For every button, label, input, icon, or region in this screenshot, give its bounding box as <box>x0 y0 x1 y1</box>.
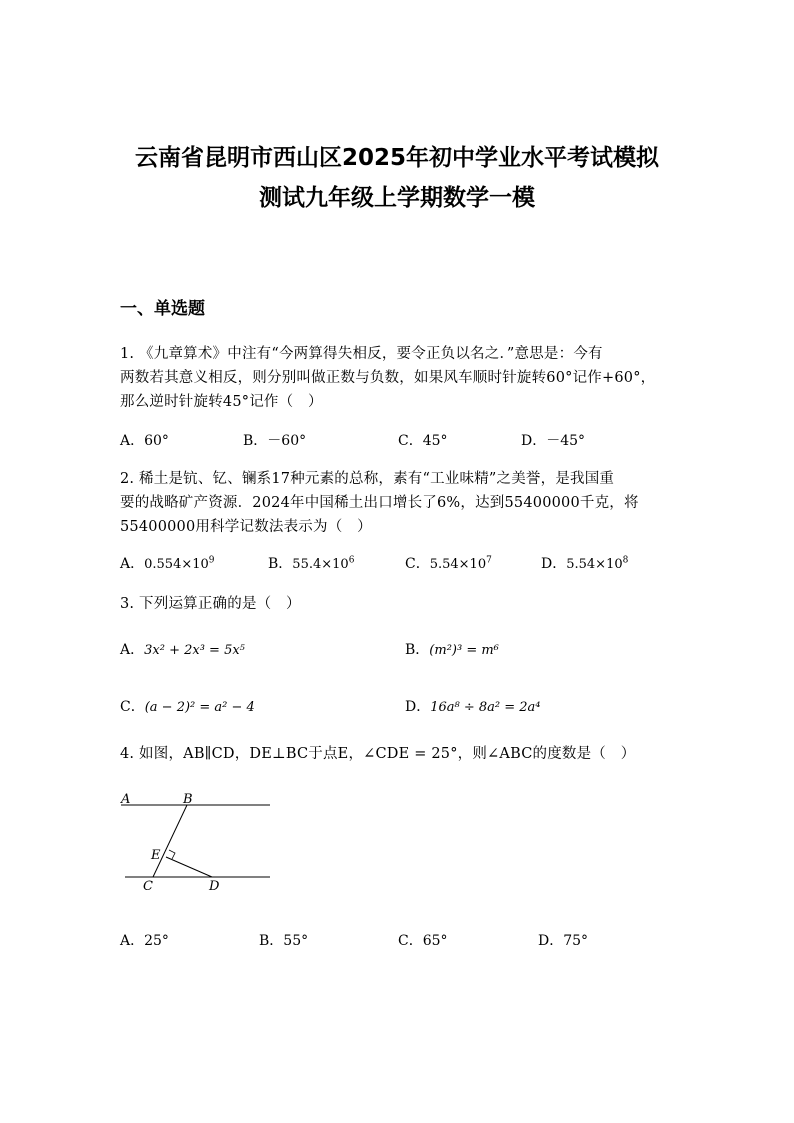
q3-option-c[interactable] <box>120 696 255 716</box>
q4-stem: 4. 如图，AB∥CD，DE⊥BC于点E，∠CDE = 25°，则∠ABC的度数是（ ） <box>120 746 636 762</box>
q2-option-c-exp: 7 <box>486 555 492 566</box>
q2-option-a[interactable] <box>120 553 215 573</box>
exam-title-line2: 测试九年级上学期数学一模 <box>259 185 535 211</box>
q2-option-a-exp: 9 <box>208 555 215 566</box>
q2-line2: 要的战略矿产资源．2024年中国稀土出口增长了6%，达到55400000千克，将 <box>120 495 639 511</box>
q2-option-b-base: 55.4×10 <box>292 557 349 572</box>
q1-line3: 那么逆时针旋转45°记作（ ） <box>120 394 323 410</box>
q4-geometry-figure <box>115 788 275 894</box>
q1-option-d[interactable]: D．－45° <box>521 433 586 449</box>
q1-option-b[interactable]: B．－60° <box>243 433 307 449</box>
q1-line1: 1. 《九章算术》中注有“今两算得失相反，要令正负以名之．”意思是：今有 <box>120 346 603 362</box>
q3-option-b-label: B． <box>405 642 430 658</box>
q3-option-d-expr: 16a⁸ ÷ 8a² = 2a⁴ <box>430 700 541 715</box>
q2-option-c[interactable] <box>405 553 492 573</box>
q4-option-c[interactable]: C．65° <box>398 933 448 949</box>
q2-line3: 55400000用科学记数法表示为（ ） <box>120 519 372 535</box>
q2-option-b-label: B． <box>268 556 293 572</box>
exam-title-line1: 云南省昆明市西山区2025年初中学业水平考试模拟 <box>134 145 659 171</box>
q2-option-c-base: 5.54×10 <box>429 557 487 572</box>
q3-stem: 3. 下列运算正确的是（ ） <box>120 596 301 612</box>
q2-option-d-exp: 8 <box>622 555 629 566</box>
segment-bc <box>153 805 187 877</box>
point-label-e: E <box>151 848 161 863</box>
q1-option-a[interactable]: A．60° <box>120 433 169 449</box>
q2-option-b[interactable] <box>268 553 354 573</box>
q2-line1: 2. 稀土是钪、钇、镧系17种元素的总称，素有“工业味精”之美誉，是我国重 <box>120 471 615 487</box>
q2-option-d[interactable] <box>541 553 628 573</box>
q2-option-a-label: A． <box>120 556 145 572</box>
q3-option-c-label: C． <box>120 699 145 715</box>
right-angle-mark <box>169 850 175 859</box>
q3-option-a-expr: 3x² + 2x³ = 5x⁵ <box>144 643 245 658</box>
q4-option-a[interactable]: A．25° <box>120 933 169 949</box>
q2-option-a-base: 0.554×10 <box>144 557 209 572</box>
point-label-d: D <box>209 879 220 894</box>
q3-option-b-expr: (m²)³ = m⁶ <box>429 643 499 658</box>
q2-option-d-base: 5.54×10 <box>566 557 623 572</box>
point-label-c: C <box>143 879 153 894</box>
q3-option-b[interactable] <box>405 639 499 659</box>
section-heading: 一、单选题 <box>120 299 205 319</box>
q4-option-d[interactable]: D．75° <box>538 933 589 949</box>
q2-option-d-label: D． <box>541 556 567 572</box>
segment-de <box>166 857 212 877</box>
q3-option-d[interactable] <box>405 696 541 716</box>
q3-option-c-expr: (a − 2)² = a² − 4 <box>144 700 255 715</box>
q3-option-d-label: D． <box>405 699 431 715</box>
q3-option-a-label: A． <box>120 642 145 658</box>
q2-option-c-label: C． <box>405 556 430 572</box>
q1-line2: 两数若其意义相反，则分别叫做正数与负数，如果风车顺时针旋转60°记作+60°， <box>120 370 656 386</box>
q1-option-c[interactable]: C．45° <box>398 433 448 449</box>
point-label-a: A <box>121 792 131 807</box>
q2-option-b-exp: 6 <box>348 555 355 566</box>
q4-option-b[interactable]: B．55° <box>259 933 309 949</box>
q3-option-a[interactable] <box>120 639 245 659</box>
point-label-b: B <box>183 792 193 807</box>
